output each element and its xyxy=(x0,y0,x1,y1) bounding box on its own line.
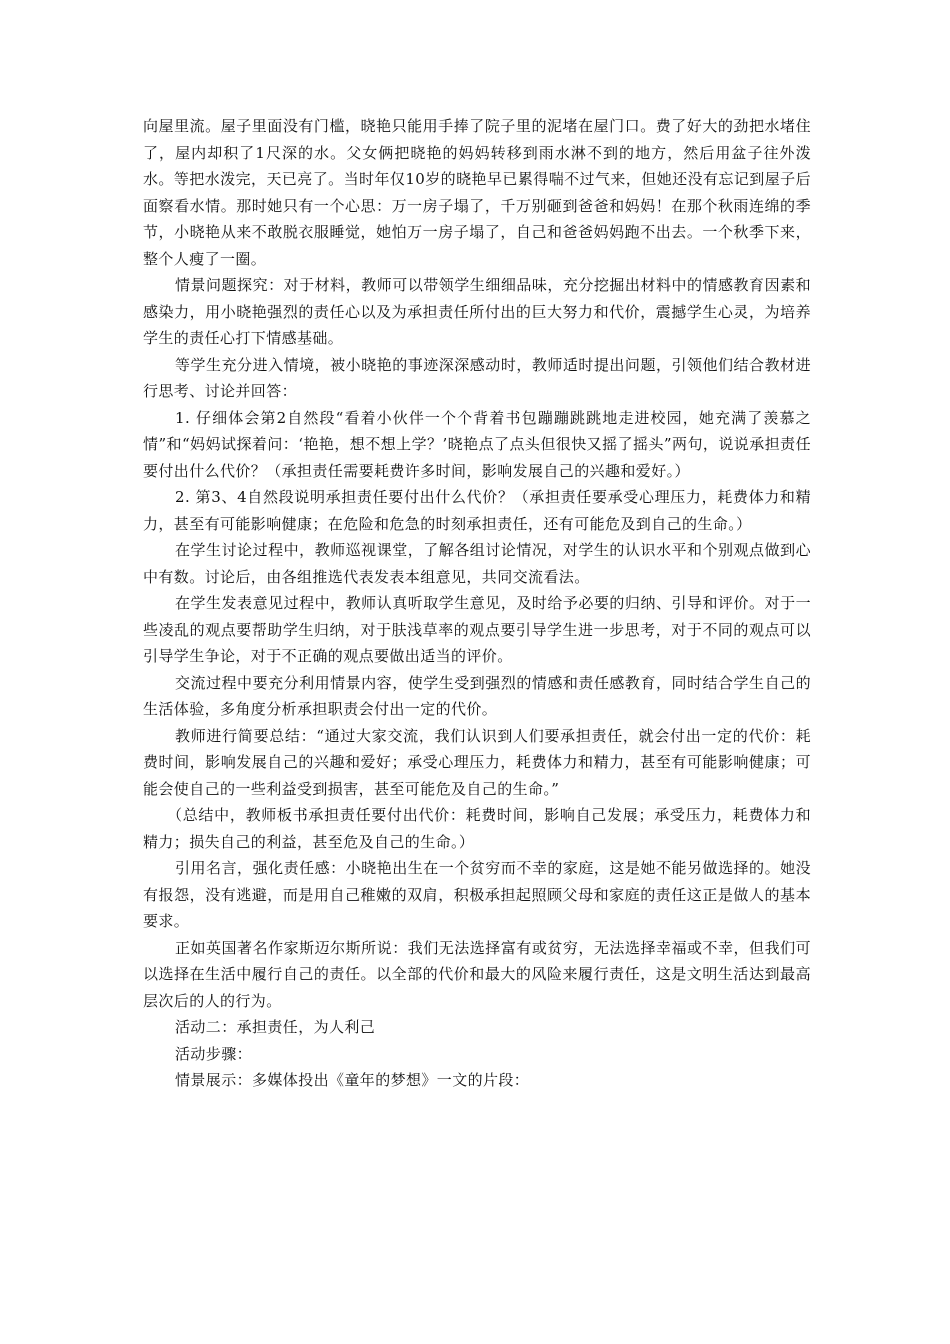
paragraph-quote-intro: 引用名言，强化责任感：小晓艳出生在一个贫穷而不幸的家庭，这是她不能另做选择的。她没有报怨，没有逃避，而是用自己稚嫩的双肩，积极承担起照顾父母和家庭的责任这正是做人的基本要求。 xyxy=(143,859,811,930)
paragraph-teacher-summary: 教师进行简要总结：“通过大家交流，我们认识到人们要承担责任，就会付出一定的代价：耗费时间，影响发展自己的兴趣和爱好；承受心理压力，耗费体力和精力，甚至有可能影响健康；可能会使自己的一些利益受到损害，甚至可能危及自己的生命。” xyxy=(143,726,811,798)
paragraph-blackboard-note: （总结中，教师板书承担责任要付出代价：耗费时间，影响自己发展；承受压力，耗费体力和精力；损失自己的利益，甚至危及自己的生命。） xyxy=(143,806,811,851)
paragraph-question-2: 2. 第3、4自然段说明承担责任要付出什么代价？（承担责任要承受心理压力，耗费体力和精力，甚至有可能影响健康；在危险和危急的时刻承担责任，还有可能危及到自己的生命。） xyxy=(143,488,811,533)
paragraph-activity-two: 活动二：承担责任，为人利己 xyxy=(175,1018,376,1036)
paragraph-multimedia: 情景展示：多媒体投出《童年的梦想》一文的片段： xyxy=(175,1071,530,1089)
paragraph-discussion: 在学生讨论过程中，教师巡视课堂，了解各组讨论情况，对学生的认识水平和个别观点做到心中有数。讨论后，由各组推选代表发表本组意见，共同交流看法。 xyxy=(143,541,811,586)
paragraph-situation-inquiry: 情景问题探究：对于材料，教师可以带领学生细细品味，充分挖掘出材料中的情感教育因素和感染力，用小晓艳强烈的责任心以及为承担责任所付出的巨大努力和代价，震撼学生心灵，为培养学生的责任心打下情感基础。 xyxy=(143,276,811,347)
paragraph-smiles-quote: 正如英国著名作家斯迈尔斯所说：我们无法选择富有或贫穷，无法选择幸福或不幸，但我们可以选择在生活中履行自己的责任。以全部的代价和最大的风险来履行责任，这是文明生活达到最高层次后的人的行为。 xyxy=(143,938,811,1010)
document-body xyxy=(143,113,811,1094)
paragraph-flood-story: 向屋里流。屋子里面没有门槛，晓艳只能用手捧了院子里的泥堵在屋门口。费了好大的劲把水堵住了，屋内却积了1尺深的水。父女俩把晓艳的妈妈转移到雨水淋不到的地方，然后用盆子往外泼水。等把水泼完，天已亮了。当时年仅10岁的晓艳早已累得喘不过气来，但她还没有忘记到屋子后面察看水情。那时她只有一个心思：万一房子塌了，千万别砸到爸爸和妈妈！在那个秋雨连绵的季节，小晓艳从来不敢脱衣服睡觉，她怕万一房子塌了，自己和爸爸妈妈跑不出去。一个秋季下来，整个人瘦了一圈。 xyxy=(143,117,811,268)
paragraph-activity-steps: 活动步骤： xyxy=(175,1044,253,1063)
paragraph-exchange: 交流过程中要充分利用情景内容，使学生受到强烈的情感和责任感教育，同时结合学生自己的生活体验，多角度分析承担职责会付出一定的代价。 xyxy=(143,673,811,718)
paragraph-teacher-question: 等学生充分进入情境，被小晓艳的事迹深深感动时，教师适时提出问题，引领他们结合教材进行思考、讨论并回答： xyxy=(143,355,811,400)
paragraph-student-opinions: 在学生发表意见过程中，教师认真听取学生意见，及时给予必要的归纳、引导和评价。对于一些凌乱的观点要帮助学生归纳，对于肤浅草率的观点要引导学生进一步思考，对于不同的观点可以引导学生争论，对于不正确的观点要做出适当的评价。 xyxy=(143,594,811,665)
paragraph-question-1: 1. 仔细体会第2自然段“看着小伙伴一个个背着书包蹦蹦跳跳地走进校园，她充满了羡慕之情”和“妈妈试探着问：‘艳艳，想不想上学？’晓艳点了点头但很快又摇了摇头”两句，说说承担责任要付出什么代价？（承担责任需要耗费许多时间，影响发展自己的兴趣和爱好。） xyxy=(143,408,811,480)
